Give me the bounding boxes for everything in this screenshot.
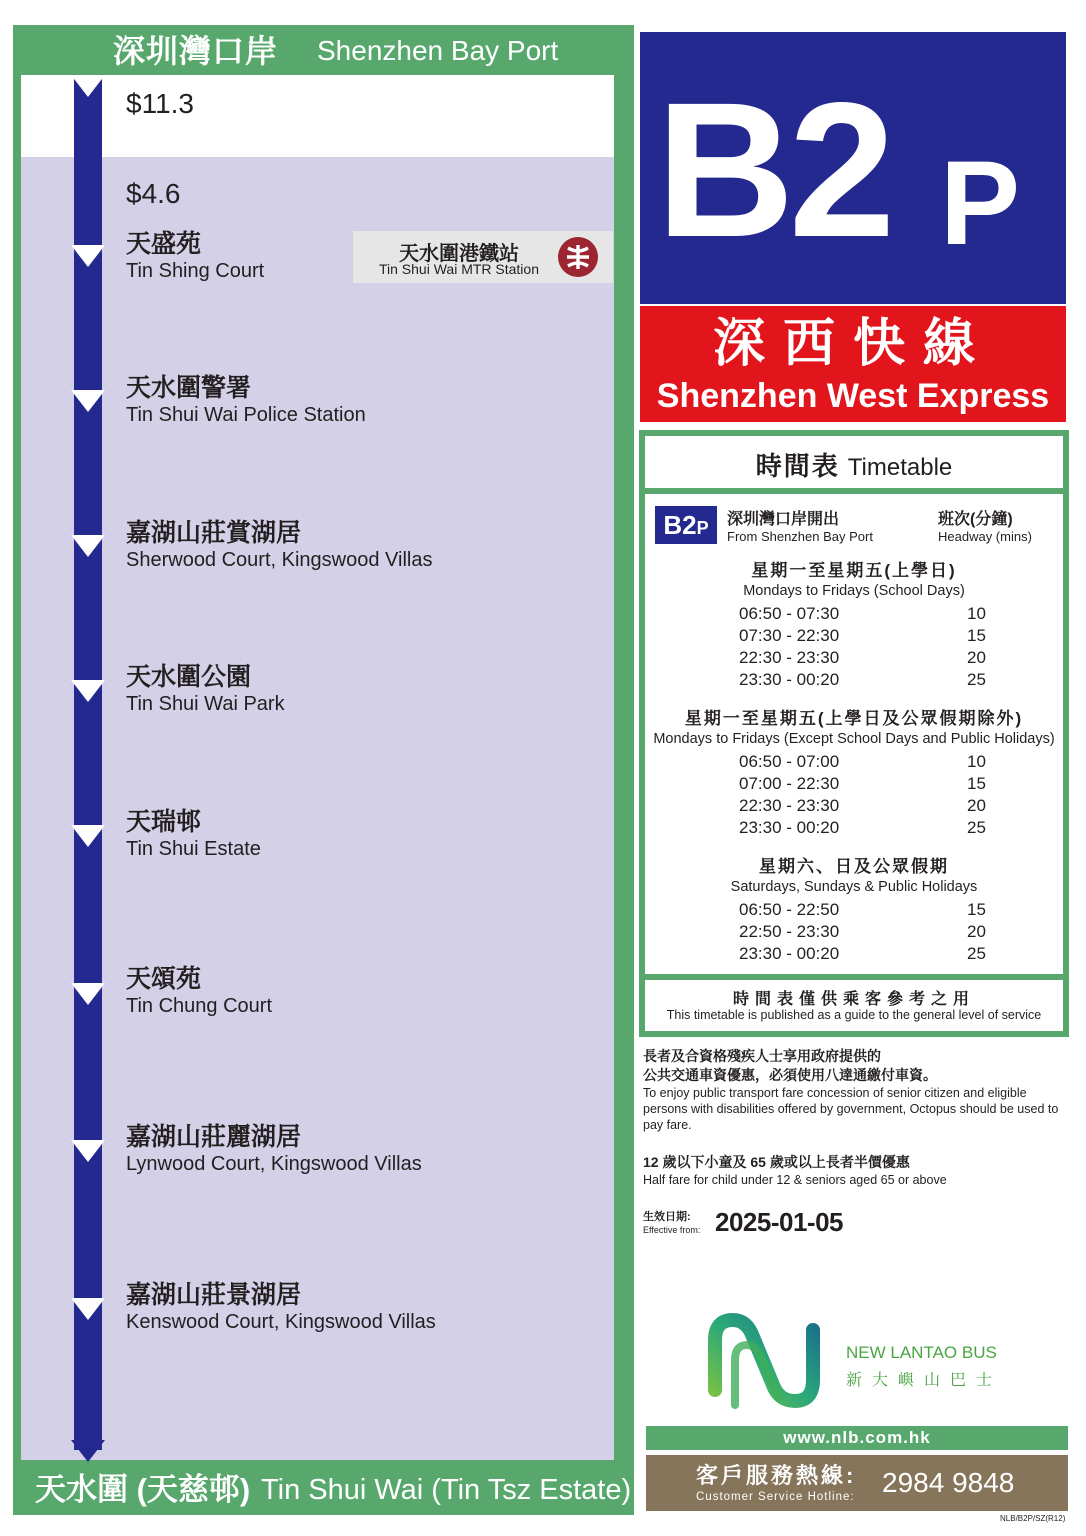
destination-en: Tin Shui Wai (Tin Tsz Estate) bbox=[261, 1474, 632, 1506]
section-header: 星期一至星期五(上學日及公眾假期除外) Mondays to Fridays (Except School Days and Public Holidays) bbox=[653, 709, 1055, 747]
timetable-body bbox=[645, 494, 1063, 974]
destination-footer bbox=[13, 1465, 634, 1515]
timetable-row: 06:50 - 22:50 15 bbox=[739, 900, 986, 919]
document-code: NLB/B2P/SZ(R12) bbox=[1000, 1514, 1066, 1523]
fare-zone-2 bbox=[21, 157, 614, 1460]
stop-item: 天水圍公園 Tin Shui Wai Park bbox=[126, 663, 285, 715]
stop-arrow-icon bbox=[71, 983, 105, 1005]
stop-item: 天水圍警署 Tin Shui Wai Police Station bbox=[126, 374, 366, 426]
timetable-row: 07:30 - 22:30 15 bbox=[739, 626, 986, 645]
route-badge: B2P bbox=[655, 506, 717, 544]
stop-item: 嘉湖山莊麗湖居 Lynwood Court, Kingswood Villas bbox=[126, 1123, 422, 1175]
route-name-zh: 深西快線 bbox=[712, 315, 993, 373]
stop-item: 天盛苑 Tin Shing Court bbox=[126, 230, 265, 282]
stop-item: 嘉湖山莊賞湖居 Sherwood Court, Kingswood Villas bbox=[126, 519, 433, 571]
route-line bbox=[74, 75, 102, 1450]
stop-arrow-icon bbox=[71, 1140, 105, 1162]
hotline-bar: 客戶服務熱線: Customer Service Hotline: 2984 9848 bbox=[646, 1455, 1068, 1511]
origin-zh: 深圳灣口岸 bbox=[113, 33, 279, 69]
timetable-row: 06:50 - 07:30 10 bbox=[739, 604, 986, 623]
timetable-title: 時間表 Timetable bbox=[645, 436, 1063, 488]
stop-item: 嘉湖山莊景湖居 Kenswood Court, Kingswood Villas bbox=[126, 1281, 436, 1333]
timetable-row: 22:30 - 23:30 20 bbox=[739, 796, 986, 815]
timetable-row: 22:50 - 23:30 20 bbox=[739, 922, 986, 941]
mtr-logo-icon bbox=[558, 237, 598, 277]
origin-en: Shenzhen Bay Port bbox=[317, 35, 559, 66]
route-suffix: P bbox=[940, 136, 1021, 270]
stop-arrow-icon bbox=[71, 390, 105, 412]
mtr-interchange-badge: 天水圍港鐵站 Tin Shui Wai MTR Station bbox=[353, 231, 613, 283]
route-number: B2 bbox=[656, 62, 890, 277]
route-name-en: Shenzhen West Express bbox=[656, 377, 1050, 415]
route-name-panel bbox=[640, 306, 1066, 422]
terminus-arrow-icon bbox=[71, 1440, 105, 1462]
headway-header: 班次(分鐘) Headway (mins) bbox=[938, 511, 1032, 544]
company-name-en: NEW LANTAO BUS bbox=[846, 1343, 997, 1362]
timetable-row: 23:30 - 00:20 25 bbox=[739, 818, 986, 837]
stop-arrow-icon bbox=[71, 680, 105, 702]
stop-arrow-icon bbox=[71, 535, 105, 557]
section-header: 星期六、日及公眾假期 Saturdays, Sundays & Public Holidays bbox=[730, 857, 978, 895]
stop-arrow-icon bbox=[71, 825, 105, 847]
timetable-row: 07:00 - 22:30 15 bbox=[739, 774, 986, 793]
timetable-row: 23:30 - 00:20 25 bbox=[739, 670, 986, 689]
timetable-disclaimer: 時間表僅供乘客參考之用 This timetable is published as a guide to the general level of service bbox=[645, 980, 1063, 1031]
timetable-row: 06:50 - 07:00 10 bbox=[739, 752, 986, 771]
website-link[interactable]: www.nlb.com.hk bbox=[646, 1426, 1068, 1450]
origin-header bbox=[13, 25, 634, 75]
destination-zh: 天水圍 (天慈邨) bbox=[35, 1472, 251, 1507]
section-header: 星期一至星期五(上學日) Mondays to Fridays (School Days) bbox=[743, 561, 965, 599]
fare-notes: 長者及合資格殘疾人士享用政府提供的 公共交通車資優惠，必須使用八達通繳付車資。 To enjoy public transport fare concession of senior citizen and eligible persons with disabilities offered by government, Octopus should be used to pay fare. 12 歲以下小童及 65 歲或以上長者半價優惠 Half fare for child under 12 & seniors aged 65 or above bbox=[643, 1048, 1059, 1187]
hotline-number[interactable]: 2984 9848 bbox=[882, 1467, 1015, 1498]
stop-arrow-icon bbox=[71, 1298, 105, 1320]
departure-point: 深圳灣口岸開出 From Shenzhen Bay Port bbox=[727, 511, 873, 544]
timetable-row: 22:30 - 23:30 20 bbox=[739, 648, 986, 667]
fare-label: $11.3 bbox=[126, 88, 194, 119]
stop-arrow-icon bbox=[71, 245, 105, 267]
route-number-panel bbox=[640, 32, 1066, 304]
timetable bbox=[639, 430, 1069, 1037]
stop-item: 天瑞邨 Tin Shui Estate bbox=[126, 808, 261, 860]
fare-zone-1 bbox=[21, 75, 614, 157]
company-name-zh: 新大嶼山巴士 bbox=[846, 1372, 1003, 1389]
stop-item: 天頌苑 Tin Chung Court bbox=[126, 965, 272, 1017]
timetable-row: 23:30 - 00:20 25 bbox=[739, 944, 986, 963]
direction-arrow-icon bbox=[71, 75, 105, 97]
fare-label: $4.6 bbox=[126, 178, 181, 209]
nlb-logo-icon bbox=[705, 1305, 835, 1415]
